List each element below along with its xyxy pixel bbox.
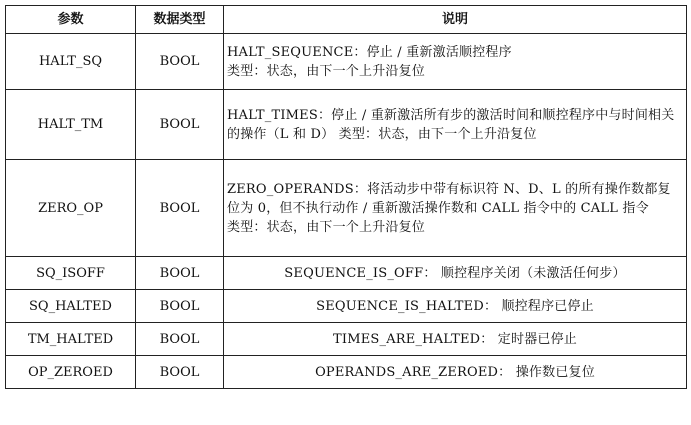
desc-cell: SEQUENCE_IS_OFF： 顺控程序关闭（未激活任何步） (224, 257, 687, 290)
desc-line: 类型：状态，由下一个上升沿复位 (227, 63, 426, 79)
param-cell: OP_ZEROED (6, 356, 136, 389)
desc-text: HALT_TIMES：停止 / 重新激活所有步的激活时间和顺控程序中与时间相关的操作（L 和 D） 类型：状态，由下一个上升沿复位 (227, 107, 675, 142)
table-row (6, 90, 687, 160)
param-cell: SQ_HALTED (6, 290, 136, 323)
desc-cell: TIMES_ARE_HALTED： 定时器已停止 (224, 323, 687, 356)
table-row (6, 323, 687, 356)
parameter-table (5, 5, 687, 389)
desc-cell (224, 160, 687, 257)
header-param: 参数 (6, 6, 136, 34)
type-cell: BOOL (136, 160, 224, 257)
table-row (6, 257, 687, 290)
param-cell: SQ_ISOFF (6, 257, 136, 290)
type-cell: BOOL (136, 34, 224, 90)
table-row (6, 356, 687, 389)
table-header-row (6, 6, 687, 34)
type-cell: BOOL (136, 323, 224, 356)
desc-line: HALT_SEQUENCE：停止 / 重新激活顺控程序 (227, 44, 512, 60)
table-row (6, 34, 687, 90)
desc-type-line: 类型：状态，由下一个上升沿复位 (227, 219, 426, 235)
type-cell: BOOL (136, 257, 224, 290)
desc-cell (224, 34, 687, 90)
table-row (6, 290, 687, 323)
type-cell: BOOL (136, 90, 224, 160)
type-cell: BOOL (136, 356, 224, 389)
desc-text: ZERO_OPERANDS：将活动步中带有标识符 N、D、L 的所有操作数都复位为 0，但不执行动作 / 重新激活操作数和 CALL 指令中的 CALL 指令 (227, 181, 671, 216)
desc-cell (224, 90, 687, 160)
header-type: 数据类型 (136, 6, 224, 34)
type-cell: BOOL (136, 290, 224, 323)
desc-cell: SEQUENCE_IS_HALTED： 顺控程序已停止 (224, 290, 687, 323)
param-cell: HALT_SQ (6, 34, 136, 90)
param-cell: HALT_TM (6, 90, 136, 160)
desc-cell: OPERANDS_ARE_ZEROED： 操作数已复位 (224, 356, 687, 389)
table-row (6, 160, 687, 257)
param-cell: TM_HALTED (6, 323, 136, 356)
header-desc: 说明 (224, 6, 687, 34)
param-cell: ZERO_OP (6, 160, 136, 257)
